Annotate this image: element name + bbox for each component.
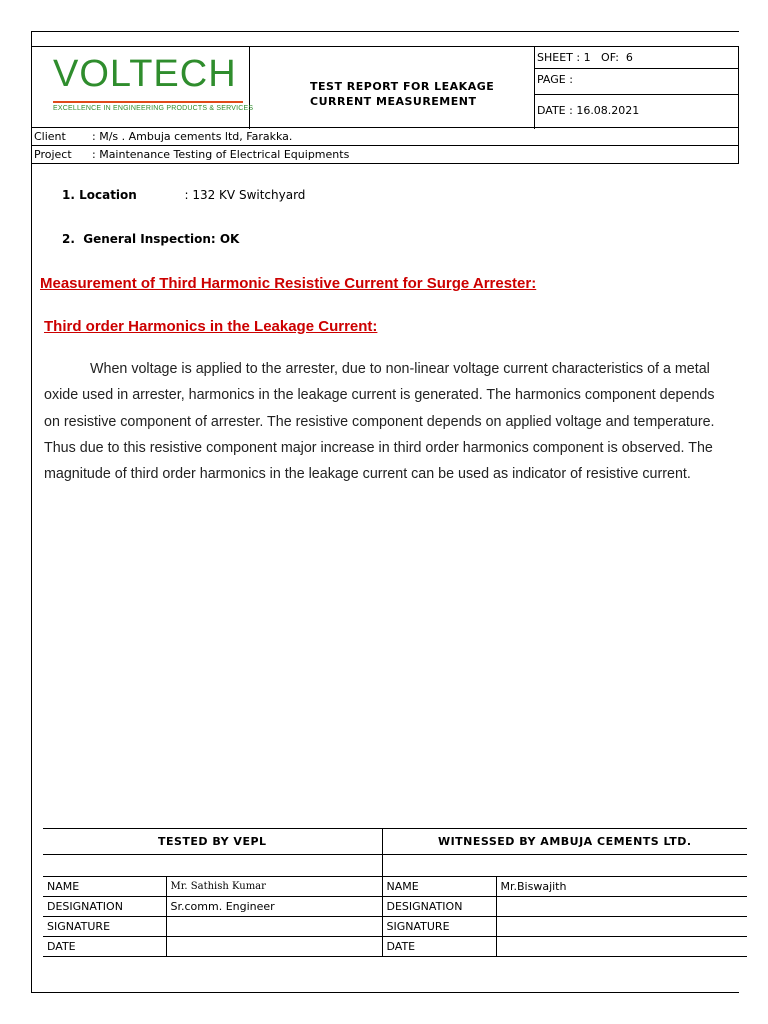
table-row — [43, 937, 747, 957]
tested-by-designation: Sr.comm. Engineer — [166, 897, 382, 917]
row-label: DESIGNATION — [43, 897, 166, 917]
tested-by-header: TESTED BY VEPL — [43, 829, 382, 855]
signoff-table — [43, 828, 747, 957]
witnessed-by-designation — [496, 897, 747, 917]
report-title — [310, 79, 530, 109]
project-label: Project — [34, 148, 72, 161]
report-title-line2: CURRENT MEASUREMENT — [310, 95, 477, 108]
row-label: SIGNATURE — [43, 917, 166, 937]
general-inspection-item — [62, 232, 239, 246]
tested-by-date — [166, 937, 382, 957]
sheet-number: SHEET : 1 OF: 6 — [535, 47, 739, 69]
client-label: Client — [34, 130, 66, 143]
report-header — [31, 46, 739, 128]
client-value: : M/s . Ambuja cements ltd, Farakka. — [92, 130, 293, 143]
sub-heading: Third order Harmonics in the Leakage Current: — [44, 318, 378, 335]
general-inspection-label: 2. General Inspection: OK — [62, 232, 240, 246]
witnessed-by-date — [496, 937, 747, 957]
row-label: DESIGNATION — [382, 897, 496, 917]
client-row — [31, 128, 739, 146]
row-label: DATE — [43, 937, 166, 957]
row-label: NAME — [43, 877, 166, 897]
tested-by-name: Mr. Sathish Kumar — [166, 877, 382, 897]
location-value: : 132 KV Switchyard — [184, 188, 306, 202]
company-tagline: EXCELLENCE IN ENGINEERING PRODUCTS & SERVICES — [53, 101, 243, 112]
witnessed-by-signature — [496, 917, 747, 937]
witnessed-by-name: Mr.Biswajith — [496, 877, 747, 897]
title-cell — [250, 47, 535, 129]
table-row — [43, 917, 747, 937]
body-paragraph — [44, 356, 734, 487]
report-title-line1: TEST REPORT FOR LEAKAGE — [310, 80, 495, 93]
row-label: DATE — [382, 937, 496, 957]
signoff-blank-row — [43, 855, 747, 877]
row-label: SIGNATURE — [382, 917, 496, 937]
tested-by-signature — [166, 917, 382, 937]
signoff-header-row — [43, 829, 747, 855]
company-logo: VOLTECH — [53, 53, 237, 95]
report-date: DATE : 16.08.2021 — [537, 104, 640, 117]
project-row — [31, 146, 739, 164]
meta-cell — [535, 47, 739, 129]
table-row — [43, 897, 747, 917]
logo-cell — [31, 47, 254, 129]
row-label: NAME — [382, 877, 496, 897]
project-value: : Maintenance Testing of Electrical Equipments — [92, 148, 350, 161]
page-number: PAGE : — [535, 69, 739, 95]
witnessed-by-header: WITNESSED BY AMBUJA CEMENTS LTD. — [382, 829, 747, 855]
body-paragraph-text: When voltage is applied to the arrester, due to non-linear voltage current characteristics of a metal oxide used in arrester, harmonics in the leakage current is generated. The harmonics component depends on resistive component of arrester. The resistive component depends on applied voltage and temperature. Thus due to this resistive component major increase in third order harmonics component is observed. The magnitude of third order harmonics in the leakage current can be used as indicator of resistive current. — [44, 361, 715, 483]
location-label: 1. Location — [62, 188, 137, 202]
location-item — [62, 188, 305, 202]
main-heading: Measurement of Third Harmonic Resistive Current for Surge Arrester: — [40, 275, 537, 292]
table-row — [43, 877, 747, 897]
